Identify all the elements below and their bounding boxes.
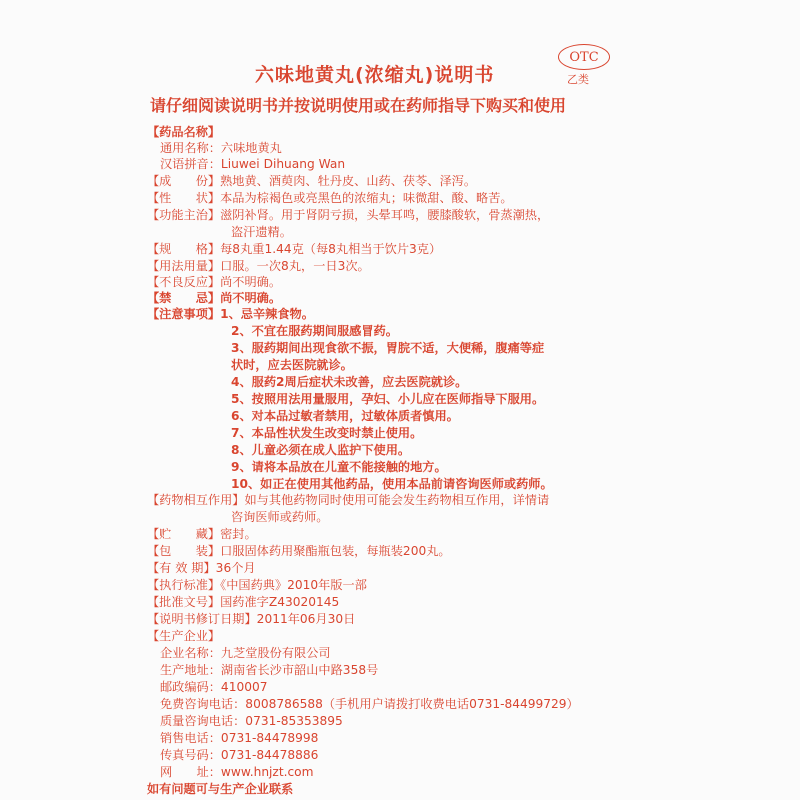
postal-code: 邮政编码：410007: [160, 680, 268, 694]
shelf-life: 【有 效 期】36个月: [147, 561, 256, 575]
packaging: 【包 装】口服固体药用聚酯瓶包装，每瓶装200丸。: [147, 544, 451, 558]
precaution-9: 9、请将本品放在儿童不能接触的地方。: [231, 460, 447, 474]
dosage: 【用法用量】口服。一次8丸，一日3次。: [147, 259, 370, 273]
precaution-1: 【注意事项】1、忌辛辣食物。: [147, 307, 314, 321]
contact-note: 如有问题可与生产企业联系: [147, 782, 294, 796]
website: 网 址：www.hnjzt.com: [160, 765, 314, 779]
sales-phone: 销售电话：0731-84478998: [160, 731, 319, 745]
approval-number: 【批准文号】国药准字Z43020145: [147, 595, 340, 609]
adverse-reactions: 【不良反应】尚不明确。: [147, 275, 282, 289]
company-name: 企业名称：九芝堂股份有限公司: [160, 646, 331, 660]
indications-cont: 盗汗遗精。: [231, 225, 292, 239]
document-subtitle: 请仔细阅读说明书并按说明使用或在药师指导下购买和使用: [150, 96, 567, 115]
drug-interactions: 【药物相互作用】如与其他药物同时使用可能会发生药物相互作用，详情请: [147, 493, 550, 507]
precaution-3-cont: 状时，应去医院就诊。: [231, 358, 353, 372]
otc-class: 乙类: [567, 73, 589, 86]
precaution-8: 8、儿童必须在成人监护下使用。: [231, 443, 411, 457]
precaution-7: 7、本品性状发生改变时禁止使用。: [231, 426, 423, 440]
free-hotline: 免费咨询电话：8008786588（手机用户请拨打收费电话0731-84499729）: [160, 697, 579, 711]
specification: 【规 格】每8丸重1.44克（每8丸相当于饮片3克）: [147, 242, 442, 256]
company-address: 生产地址：湖南省长沙市韶山中路358号: [160, 663, 379, 677]
precaution-2: 2、不宜在服药期间服感冒药。: [231, 324, 398, 338]
pinyin-name: 汉语拼音：Liuwei Dihuang Wan: [160, 157, 346, 171]
storage: 【贮 藏】密封。: [147, 527, 257, 541]
generic-name: 通用名称：六味地黄丸: [160, 141, 282, 155]
precaution-6: 6、对本品过敏者禁用，过敏体质者慎用。: [231, 409, 459, 423]
precaution-3: 3、服药期间出现食欲不振，胃脘不适，大便稀，腹痛等症: [231, 341, 545, 355]
fax-number: 传真号码：0731-84478886: [160, 748, 319, 762]
ingredients: 【成 份】熟地黄、酒萸肉、牡丹皮、山药、茯苓、泽泻。: [147, 174, 477, 188]
document-title: 六味地黄丸(浓缩丸)说明书: [255, 64, 495, 86]
quality-hotline: 质量咨询电话：0731-85353895: [160, 714, 343, 728]
section-drug-name: 【药品名称】: [147, 125, 221, 139]
precaution-4: 4、服药2周后症状未改善，应去医院就诊。: [231, 375, 468, 389]
drug-interactions-cont: 咨询医师或药师。: [231, 510, 329, 524]
revision-date: 【说明书修订日期】2011年06月30日: [147, 612, 356, 626]
standard: 【执行标准】《中国药典》2010年版一部: [147, 578, 367, 592]
otc-mark: [558, 44, 610, 70]
indications: 【功能主治】滋阴补肾。用于肾阴亏损，头晕耳鸣，腰膝酸软，骨蒸潮热，: [147, 208, 550, 222]
precaution-10: 10、如正在使用其他药品，使用本品前请咨询医师或药师。: [231, 477, 553, 491]
contraindications: 【禁 忌】尚不明确。: [147, 291, 282, 305]
otc-text: OTC: [569, 49, 599, 65]
appearance: 【性 状】本品为棕褐色或亮黑色的浓缩丸；味微甜、酸、略苦。: [147, 191, 513, 205]
section-manufacturer: 【生产企业】: [147, 629, 221, 643]
precaution-5: 5、按照用法用量服用，孕妇、小儿应在医师指导下服用。: [231, 392, 545, 406]
